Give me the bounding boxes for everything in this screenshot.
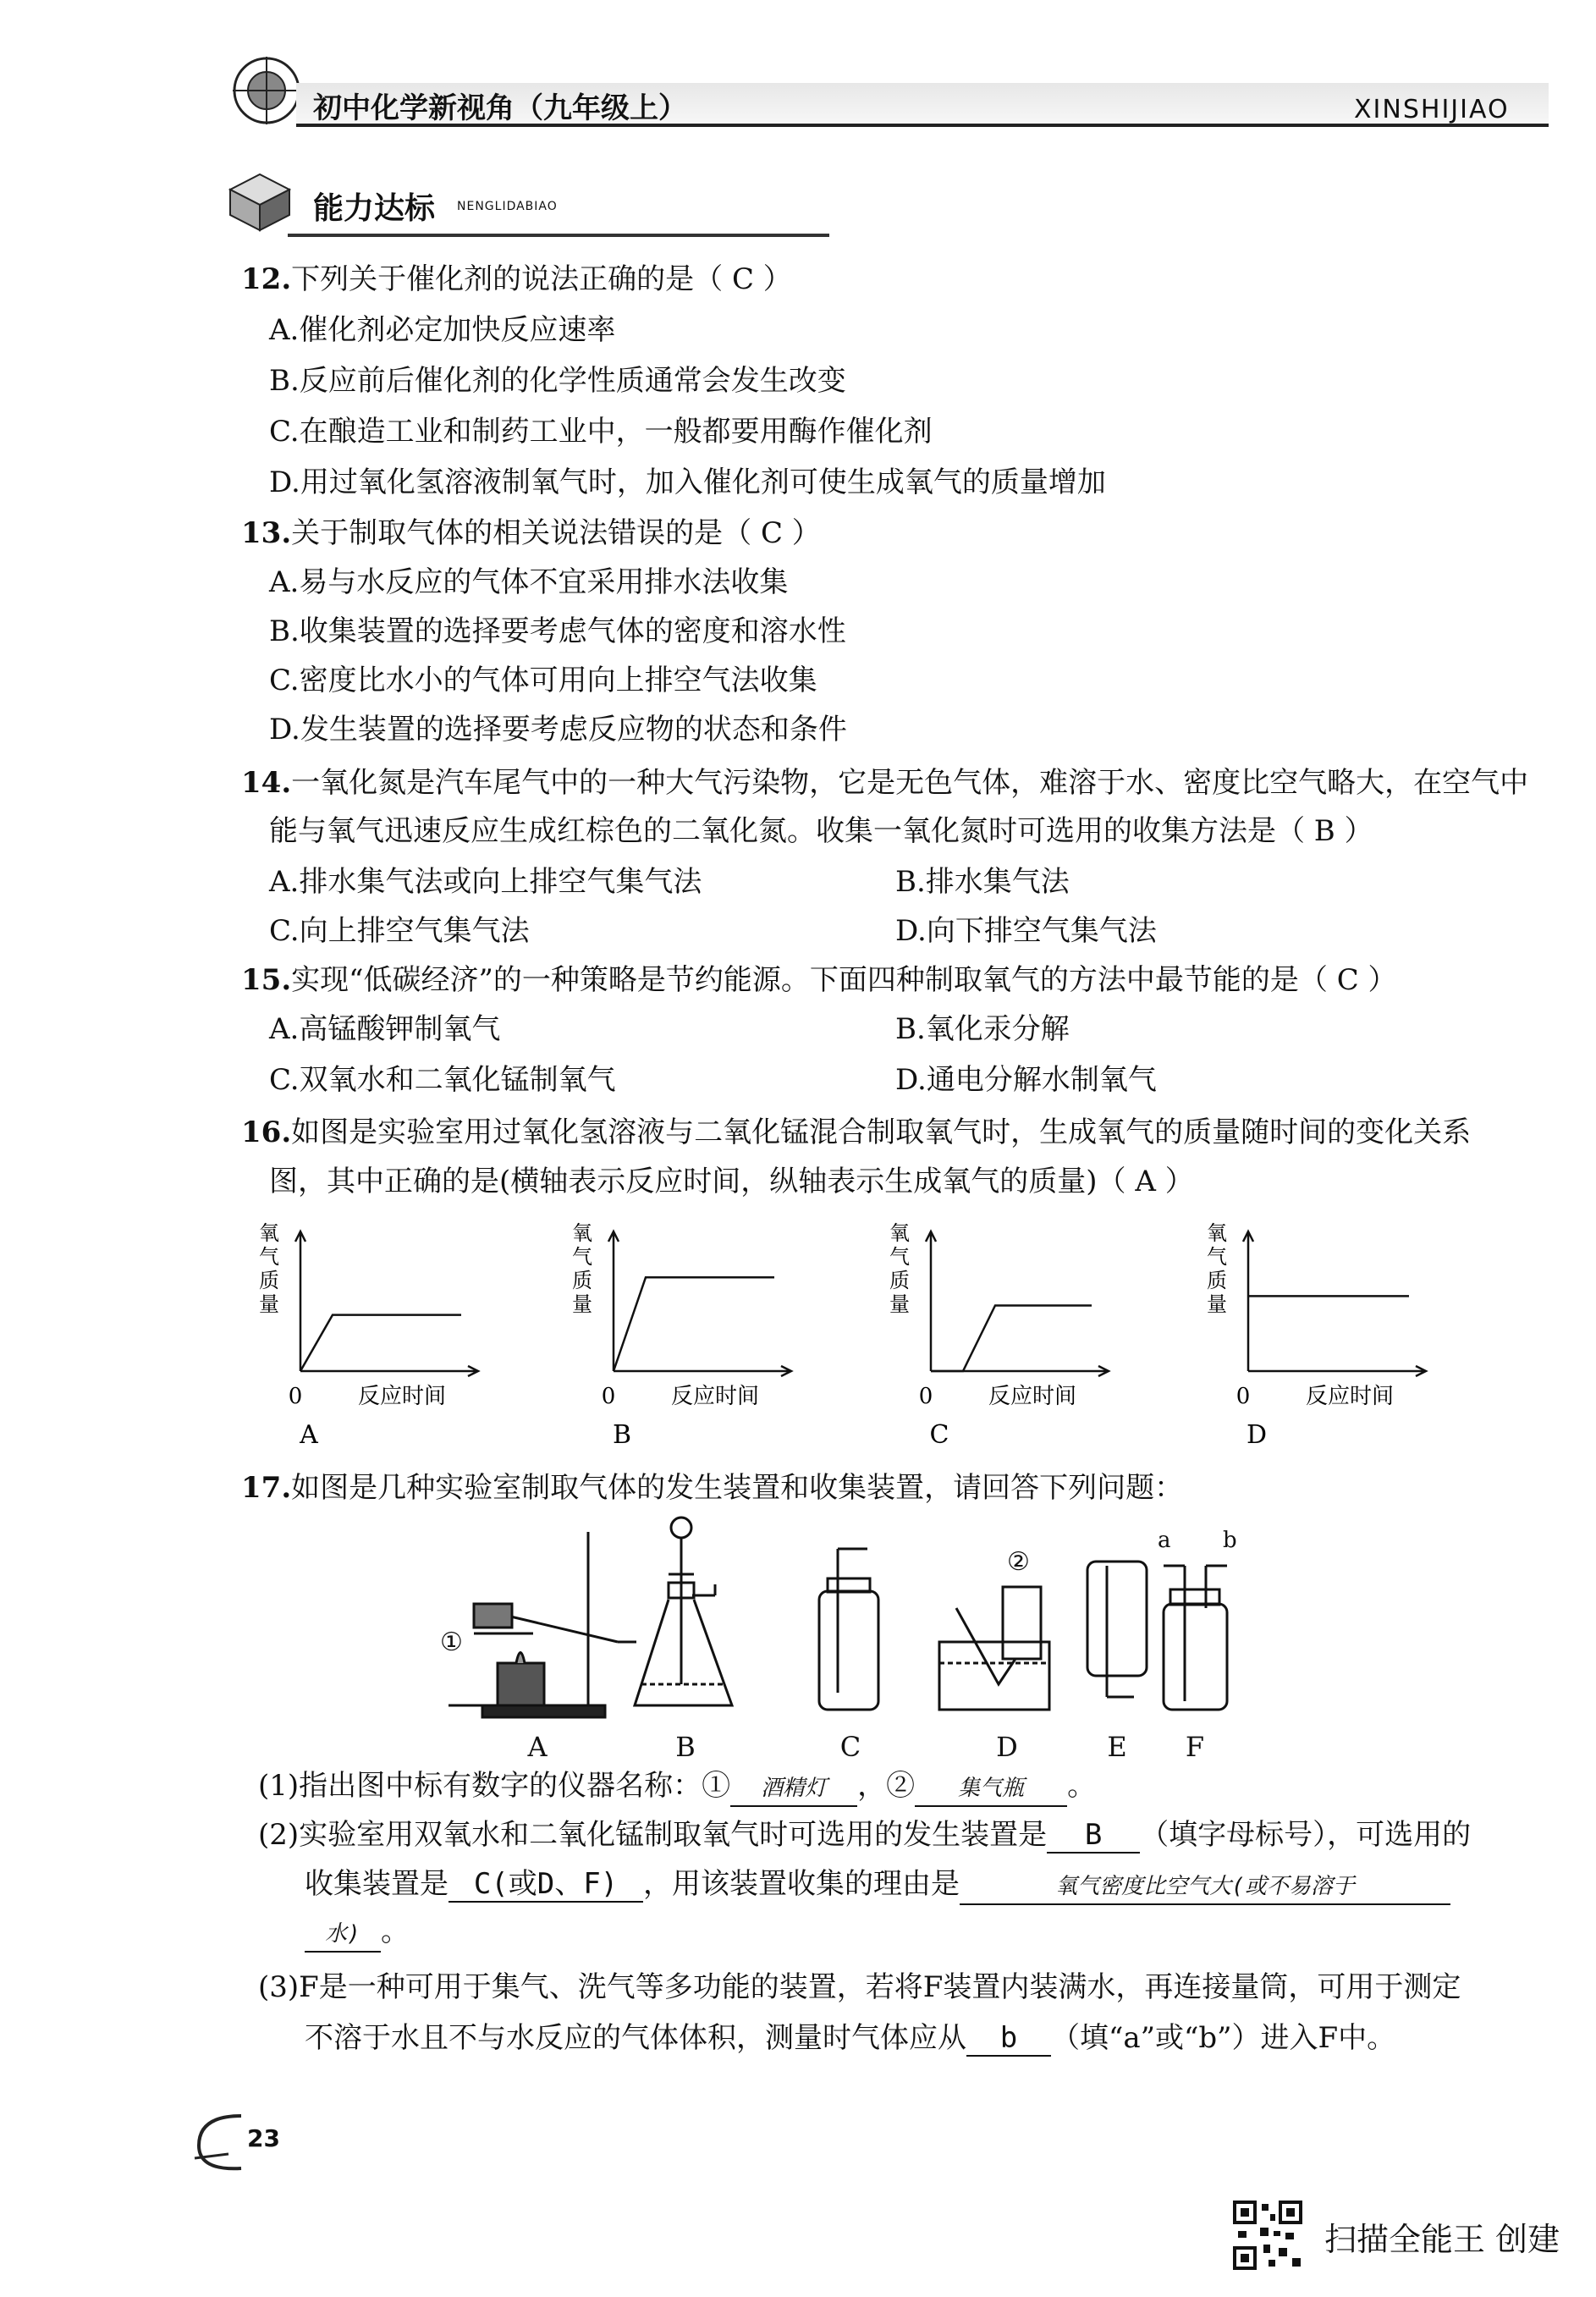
q12-stem: 12.下列关于催化剂的说法正确的是（ C ）: [241, 262, 792, 296]
apparatus-d: [939, 1587, 1049, 1710]
y-axis-label-char: 质: [889, 1269, 910, 1292]
q14-option-d: D.向下排空气集气法: [895, 914, 1157, 948]
chart-a: [254, 1215, 525, 1450]
chart-d: [1202, 1215, 1472, 1450]
q17-answer-2c: 氧气密度比空气大(或不易溶于: [960, 1870, 1450, 1905]
q13-option-c: C.密度比水小的气体可用向上排空气法收集: [269, 664, 817, 697]
app-label-b: B: [675, 1731, 696, 1763]
q17-answer-2c-cont: 水): [305, 1917, 381, 1953]
q15-option-d: D.通电分解水制氧气: [895, 1063, 1157, 1097]
q17-part2-line2: 收集装置是 C(或D、F) ，用该装置收集的理由是 氧气密度比空气大(或不易溶于: [305, 1867, 1450, 1905]
y-axis-label-char: 气: [259, 1245, 279, 1269]
q13-option-b: B.收集装置的选择要考虑气体的密度和溶水性: [269, 614, 846, 648]
app-label-d: D: [996, 1731, 1018, 1763]
q14-option-a: A.排水集气法或向上排空气集气法: [269, 865, 702, 899]
app-label-f: F: [1185, 1731, 1205, 1763]
qr-code-icon: [1231, 2199, 1304, 2272]
book-title: 初中化学新视角（九年级上）: [313, 91, 687, 125]
q12-option-c: C.在酿造工业和制药工业中，一般都要用酶作催化剂: [269, 415, 933, 449]
page-number: 23: [247, 2124, 280, 2152]
origin-label: 0: [288, 1384, 303, 1409]
x-axis: [1248, 1366, 1426, 1376]
y-axis-label-char: 质: [572, 1269, 592, 1292]
q12-option-a: A.催化剂必定加快反应速率: [269, 313, 616, 347]
y-axis-label-char: 量: [889, 1292, 910, 1316]
data-line: [931, 1306, 1092, 1372]
chart-b: [567, 1215, 838, 1450]
x-axis: [614, 1366, 791, 1376]
x-axis-label: 反应时间: [988, 1384, 1077, 1409]
x-axis-label: 反应时间: [357, 1384, 447, 1409]
section-icon: [222, 166, 298, 234]
y-axis-label-char: 质: [259, 1269, 279, 1292]
q14-stem-cont: 能与氧气迅速反应生成红棕色的二氧化氮。收集一氧化氮时可选用的收集方法是（ B ）: [269, 814, 1373, 848]
data-line: [300, 1315, 461, 1371]
q14-option-c: C.向上排空气集气法: [269, 914, 530, 948]
origin-label: 0: [601, 1384, 616, 1409]
apparatus-a: [449, 1532, 636, 1717]
apparatus-figure: [423, 1515, 1396, 1769]
chart-option-label: C: [929, 1420, 949, 1450]
y-axis-label-char: 质: [1207, 1269, 1227, 1292]
q17-answer-2b: C(或D、F): [449, 1867, 643, 1903]
y-axis-label-char: 气: [1207, 1245, 1227, 1269]
q13-option-a: A.易与水反应的气体不宜采用排水法收集: [269, 565, 789, 599]
app-label-a: A: [527, 1731, 548, 1763]
y-axis: [926, 1231, 936, 1371]
q17-stem: 17.如图是几种实验室制取气体的发生装置和收集装置，请回答下列问题：: [241, 1471, 1184, 1505]
apparatus-b: [635, 1518, 732, 1705]
q15-option-c: C.双氧水和二氧化锰制氧气: [269, 1063, 616, 1097]
port-a: a: [1158, 1528, 1171, 1553]
q12-option-d: D.用过氧化氢溶液制氧气时，加入催化剂可使生成氧气的质量增加: [269, 465, 1106, 499]
apparatus-e: [1087, 1562, 1147, 1697]
origin-label: 0: [1236, 1384, 1251, 1409]
q13-stem: 13.关于制取气体的相关说法错误的是（ C ）: [241, 516, 821, 550]
q14-stem: 14.一氧化氮是汽车尾气中的一种大气污染物，它是无色气体，难溶于水、密度比空气略大，在空气中: [241, 766, 1529, 800]
mark-2: ②: [1007, 1547, 1030, 1577]
q16-stem-cont: 图，其中正确的是(横轴表示反应时间，纵轴表示生成氧气的质量)（ A ）: [269, 1165, 1194, 1198]
q17-part2-line1: (2)实验室用双氧水和二氧化锰制取氧气时可选用的发生装置是 B （填字母标号），可选用的: [258, 1818, 1472, 1852]
y-axis-label-char: 氧: [1207, 1221, 1227, 1245]
q17-part3-line2: 不溶于水且不与水反应的气体体积，测量时气体应从 b （填“a”或“b”）进入F中。: [305, 2021, 1396, 2055]
q17-part3-line1: (3)F是一种可用于集气、洗气等多功能的装置，若将F装置内装满水，再连接量筒，可用于测定: [258, 1970, 1461, 2004]
app-label-c: C: [839, 1731, 861, 1763]
chart-option-label: B: [612, 1420, 632, 1450]
scanner-watermark: 扫描全能王 创建: [1324, 2221, 1560, 2258]
chart-option-label: D: [1246, 1420, 1268, 1450]
chart-option-label: A: [300, 1420, 318, 1450]
q14-option-b: B.排水集气法: [895, 865, 1070, 899]
y-axis: [608, 1231, 619, 1371]
section-divider: [288, 234, 829, 237]
origin-label: 0: [918, 1384, 933, 1409]
y-axis-label-char: 气: [889, 1245, 910, 1269]
q15-stem: 15.实现“低碳经济”的一种策略是节约能源。下面四种制取氧气的方法中最节能的是（ C ）: [241, 963, 1397, 997]
y-axis: [1243, 1231, 1253, 1371]
y-axis: [295, 1231, 305, 1371]
q15-option-a: A.高锰酸钾制氧气: [269, 1012, 501, 1046]
apparatus-c: [819, 1549, 878, 1710]
q17-answer-3: b: [966, 2021, 1051, 2057]
q17-part2-line3: 水) 。: [305, 1914, 410, 1953]
data-line: [614, 1277, 774, 1371]
app-label-e: E: [1107, 1731, 1127, 1763]
section-title: 能力达标: [313, 191, 436, 226]
q17-answer-2a: B: [1047, 1818, 1140, 1854]
q17-part1: (1)指出图中标有数字的仪器名称：① 酒精灯 ，② 集气瓶 。: [258, 1769, 1096, 1807]
y-axis-label-char: 量: [259, 1292, 279, 1316]
brand-text: XINSHIJIAO: [1354, 95, 1510, 124]
y-axis-label-char: 氧: [889, 1221, 910, 1245]
port-b: b: [1223, 1528, 1237, 1553]
q15-option-b: B.氧化汞分解: [895, 1012, 1070, 1046]
x-axis-label: 反应时间: [1305, 1384, 1395, 1409]
y-axis-label-char: 量: [572, 1292, 592, 1316]
header-logo: [228, 52, 305, 129]
y-axis-label-char: 气: [572, 1245, 592, 1269]
q17-answer-1b: 集气瓶: [915, 1771, 1067, 1807]
q13-option-d: D.发生装置的选择要考虑反应物的状态和条件: [269, 713, 847, 746]
q12-option-b: B.反应前后催化剂的化学性质通常会发生改变: [269, 364, 846, 398]
q16-stem: 16.如图是实验室用过氧化氢溶液与二氧化锰混合制取氧气时，生成氧气的质量随时间的变化关系: [241, 1115, 1472, 1149]
apparatus-f: [1164, 1566, 1227, 1710]
mark-1: ①: [440, 1628, 463, 1657]
x-axis: [300, 1366, 478, 1376]
y-axis-label-char: 氧: [572, 1221, 592, 1245]
section-subtitle: NENGLIDABIAO: [457, 200, 558, 213]
q17-answer-1a: 酒精灯: [730, 1771, 857, 1807]
chart-c: [884, 1215, 1155, 1450]
y-axis-label-char: 量: [1207, 1292, 1227, 1316]
x-axis-label: 反应时间: [670, 1384, 760, 1409]
y-axis-label-char: 氧: [259, 1221, 279, 1245]
